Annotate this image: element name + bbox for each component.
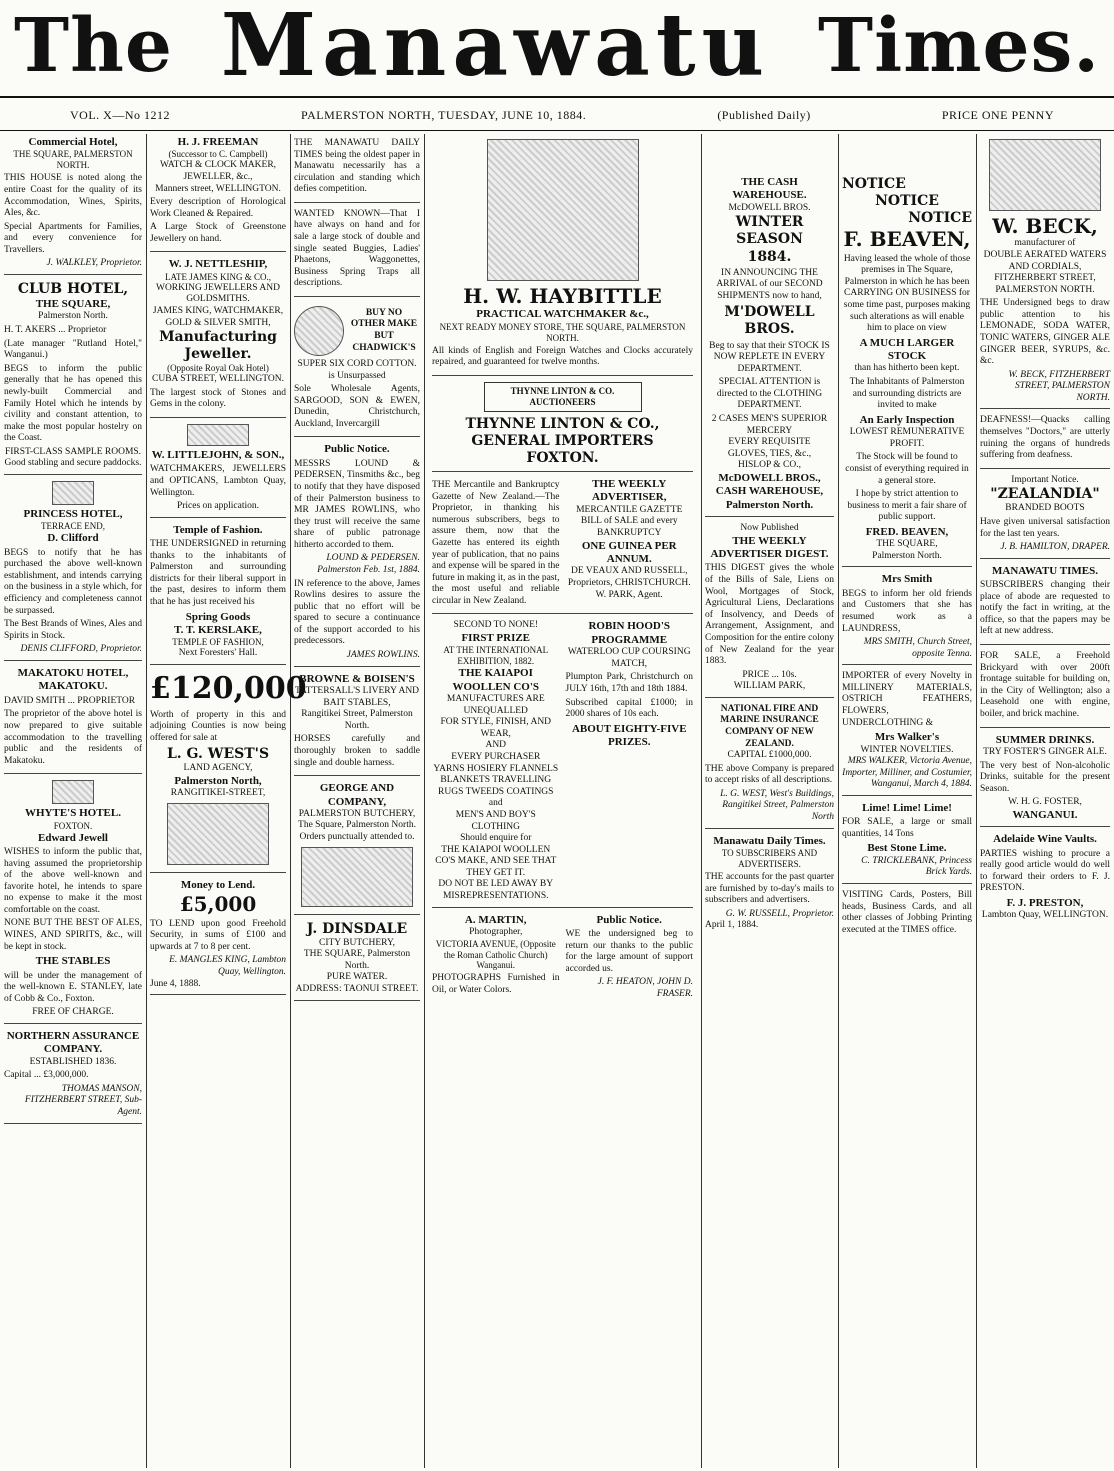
ad-body: The proprietor of the above hotel is now prepared to give suitable accommodation to the travelling public and the residents of Makatoku. <box>4 709 142 766</box>
ad-heading: W. J. NETTLESHIP, <box>168 258 268 271</box>
ad-signature: G. W. RUSSELL, Proprietor. <box>725 908 834 919</box>
masthead-the: The <box>14 3 173 89</box>
bull-illustration <box>167 803 269 865</box>
ad-subheading: BRANDED BOOTS <box>1005 503 1085 514</box>
ad-body: A Large Stock of Greenstone Jewellery on hand. <box>150 222 286 244</box>
ad-subheading: Photographer, <box>469 926 523 937</box>
ad-daily-times-subscribers <box>705 835 834 936</box>
ad-digest <box>705 523 834 698</box>
ad-body: THIS DIGEST gives the whole of the Bills of Sale, Liens on Wool, Mortgages of Stock, Agricultural Liens, Declarations of Insolvency, and Deeds of Arrangement, Assignment, and Composition for the entire colony of New Zealand for the year 1883. <box>705 563 834 667</box>
ad-body: Beg to say that their STOCK IS NOW REPLETE IN EVERY DEPARTMENT. <box>709 340 830 374</box>
ad-place: WANGANUI. <box>1012 808 1078 821</box>
ad-body: THIS HOUSE is noted along the entire Coast for the quality of its Accommodation, Wines, Spirits, Ales, &c. <box>4 173 142 219</box>
ad-whytes-hotel <box>4 780 142 1024</box>
column-7 <box>976 136 1114 1466</box>
ad-heading: BROWNE & BOISEN'S <box>299 672 415 685</box>
ad-heading: L. G. WEST'S <box>166 746 270 763</box>
ad-line: JAMES KING, WATCHMAKER, GOLD & SILVER SMITH, <box>152 305 284 328</box>
ad-line: Orders punctually attended to. <box>299 832 415 843</box>
ad-summer-drinks <box>980 734 1110 828</box>
ad-heading: Manawatu Daily Times. <box>713 834 826 847</box>
ad-subheading: WINTER NOVELTIES. <box>860 744 954 755</box>
ad-list: YARNS HOSIERY FLANNELS BLANKETS TRAVELLING RUGS TWEEDS COATINGS <box>433 763 559 797</box>
column-3 <box>290 136 424 1466</box>
ad-heading: THYNNE LINTON & CO., <box>465 415 660 432</box>
ad-line: Should enquire for <box>460 833 532 844</box>
ad-subheading: LAND AGENCY, <box>183 763 253 774</box>
ad-address: Next Foresters' Hall. <box>178 648 258 659</box>
kaiapoi-column <box>432 620 560 902</box>
ad-address: The Square, Palmerston North. <box>298 820 416 831</box>
column-1 <box>0 136 146 1466</box>
ad-heading: A. MARTIN, <box>464 913 527 926</box>
ad-body: WE the undersigned beg to return our thanks to the public for the large amount of support accorded us. <box>565 928 693 974</box>
ad-line: FOR STYLE, FINISH, AND WEAR, <box>440 717 552 739</box>
ad-body: SPECIAL ATTENTION is directed to the CLOTHING DEPARTMENT. <box>716 377 823 411</box>
ad-zealandia <box>980 475 1110 559</box>
ad-line: Good stabling and secure paddocks. <box>4 458 142 469</box>
ad-club-hotel <box>4 281 142 475</box>
ad-body: WATCHMAKERS, JEWELLERS and OPTICANS, Lambton Quay, Wellington. <box>150 464 286 498</box>
ad-heading: PRINCESS HOTEL, <box>23 507 123 520</box>
ad-heading: Mrs Walker's <box>874 731 940 744</box>
ad-body: will be under the management of the well-known E. STANLEY, late of Cobb & Co., Foxton. <box>4 970 142 1004</box>
ad-body: HORSES carefully and thoroughly broken to saddle single and double harness. <box>294 734 420 768</box>
ad-subheading: PALMERSTON BUTCHERY, <box>298 808 416 819</box>
ad-subheading: Best Stone Lime. <box>867 842 947 855</box>
ad-subheading: CITY BUTCHERY, <box>318 937 395 948</box>
column-6 <box>838 136 976 1466</box>
column-2 <box>146 136 307 1466</box>
ad-body: IN reference to the above, James Rowlins desires to assure the public that no effort will be spared to secure a continuance of the support accorded to his predecessors. <box>294 578 420 647</box>
ad-heading: H. J. FREEMAN <box>177 136 259 148</box>
crest-illustration <box>52 481 94 505</box>
ad-street: RANGITIKEI-STREET, <box>170 788 266 799</box>
notice-column <box>566 914 694 1001</box>
ad-line: GLOVES, TIES, &c., <box>727 448 812 459</box>
auctioneers-banner: THYNNE LINTON & CO. AUCTIONEERS <box>484 382 642 412</box>
ad-subheading: THE SQUARE, <box>35 298 111 311</box>
ad-heading: "ZEALANDIA" <box>990 486 1100 503</box>
ad-proprietor: DAVID SMITH ... PROPRIETOR <box>4 695 136 706</box>
ad-subheading: An Early Inspection <box>859 413 955 426</box>
martin-column <box>432 914 560 1001</box>
ad-national-fire <box>705 704 834 829</box>
ad-signature: C. TRICKLEBANK, Princess Brick Yards. <box>861 855 972 878</box>
ad-princess-hotel <box>4 481 142 661</box>
ad-line: HISLOP & CO., <box>738 460 801 471</box>
ad-body: Have given universal satisfaction for the last ten years. <box>980 517 1110 539</box>
ad-signature: MRS WALKER, Victoria Avenue, Importer, Milliner, and Costumier, Wanganui, March 4, 1884. <box>842 756 972 790</box>
ad-body: BEGS to notify that he has purchased the above well-known establishment, and intends carrying on the business in a style which, for efficiency and completeness cannot be surpassed. <box>4 547 142 616</box>
ad-brickyard <box>980 651 1110 727</box>
ad-body: WISHES to inform the public that, having assumed the proprietorship of the above well-known and favorite hotel, he intends to spare no expense to make it the most comfortable on the coast. <box>4 847 142 915</box>
ad-line: ESTABLISHED 1836. <box>29 1056 117 1067</box>
weekly-column <box>566 478 694 609</box>
ad-line: FREE OF CHARGE. <box>32 1007 114 1018</box>
place-date: PALMERSTON NORTH, TUESDAY, JUNE 10, 1884. <box>301 108 587 122</box>
ad-subheading: (Successor to C. Campbell) <box>168 149 268 160</box>
ad-date: April 1, 1884. <box>705 920 759 931</box>
ad-note: (Late manager "Rutland Hotel," Wanganui.) <box>4 338 142 361</box>
ad-address: Lambton Quay, WELLINGTON. <box>981 910 1109 921</box>
ad-heading: H. W. HAYBITTLE <box>463 284 662 308</box>
ad-kaiapoi-robin <box>432 620 693 907</box>
ad-subheading: Spring Goods <box>185 610 251 623</box>
ox-illustration <box>301 847 413 907</box>
ad-signature: THOMAS MANSON, FITZHERBERT STREET, Sub-Agent. <box>24 1083 142 1118</box>
ad-heading: THE CASH WAREHOUSE. <box>732 176 807 202</box>
ad-body: The Best Brands of Wines, Ales and Spirits in Stock. <box>4 619 142 641</box>
ad-body: Having leased the whole of those premises in The Square, Palmerston in which he has been CARRYING ON BUSINESS for some time past, purposes making such alterations as will enable him to place on view <box>843 253 971 334</box>
ad-cash-warehouse <box>705 176 834 517</box>
ad-body: Every description of Horological Work Cleaned & Repaired. <box>150 197 286 219</box>
ad-heading: NORTHERN ASSURANCE COMPANY. <box>6 1029 140 1056</box>
ad-body: TO LEND upon good Freehold Security, in sums of £100 and upwards at 7 to 8 per cent. <box>150 918 286 952</box>
ad-body: FOR SALE, a large or small quantities, 14 Tons <box>842 817 972 839</box>
chadwick-seal-illustration <box>294 306 344 356</box>
ad-line: Prices on application. <box>176 501 260 512</box>
ad-address: CUBA STREET, WELLINGTON. <box>152 374 284 385</box>
ad-body: MESSRS LOUND & PEDERSEN, Tinsmiths &c., beg to notify that they have disposed of their Palmerston business to MR JAMES ROWLINS, who they trust will receive the same share of public patronage hitherto accorded to them. <box>294 458 420 550</box>
ad-subheading: MANUFACTURES ARE UNEQUALLED <box>446 694 545 716</box>
ad-body: PHOTOGRAPHS Furnished in Oil, or Water Colors. <box>432 973 560 996</box>
ad-address: THE SQUARE, Palmerston North. <box>303 949 411 971</box>
ad-mrs-smith <box>842 573 972 665</box>
ad-price: PRICE ... 10s. <box>742 669 797 680</box>
ad-place: Palmerston North, <box>174 774 262 787</box>
ad-heading: Adelaide Wine Vaults. <box>993 833 1097 846</box>
ad-littlejohn <box>150 424 286 518</box>
ad-mrs-walker <box>842 671 972 796</box>
ad-browne-boisen <box>294 673 420 776</box>
ad-big-amount: £5,000 <box>179 892 257 917</box>
ad-subheading: ABOUT EIGHTY-FIVE PRIZES. <box>571 722 687 749</box>
ad-heading: W. LITTLEJOHN, & SON., <box>151 448 285 461</box>
ad-west-land-agency <box>150 670 307 873</box>
ad-line: 2 CASES MEN'S SUPERIOR MERCERY <box>711 413 828 436</box>
ad-body: Plumpton Park, Christchurch on JULY 16th, 17th and 18th 1884. <box>565 672 693 694</box>
ad-capital: Capital ... £3,000,000. <box>4 1070 89 1081</box>
ad-price: ONE GUINEA PER ANNUM. <box>581 539 677 566</box>
ad-signature: E. MANGLES KING, Lambton Quay, Wellington. <box>169 955 286 977</box>
ad-dinsdale <box>294 921 420 1001</box>
ad-subheading: THE SQUARE, PALMERSTON NORTH. <box>13 149 133 171</box>
ad-body: THE Undersigned begs to draw public attention to his LEMONADE, SODA WATER, TONIC WATERS, GINGER ALE GINGER BEER, SYRUPS, &c. &c. <box>980 298 1110 367</box>
ad-adelaide-wine <box>980 833 1110 926</box>
column-5 <box>701 136 838 1466</box>
ad-subheading: LATE JAMES KING & CO., <box>164 271 271 282</box>
ad-address: THE SQUARE, <box>876 539 938 550</box>
ad-heading: Public Notice. <box>324 443 390 456</box>
ad-body: THE Mercantile and Bankruptcy Gazette of New Zealand.—The Proprietor, in thanking his numerous subscribers, begs to assure them, now that the Gazette has entered its eighth year of publication, that no pains and expense will be spared in the future in making it, as in the past, the most useful and reliable circular in New Zealand. <box>432 480 560 606</box>
ad-beck <box>980 139 1110 409</box>
ad-heading: Money to Lend. <box>180 878 256 891</box>
ad-signature: FRED. BEAVEN, <box>865 525 949 538</box>
ad-body: NONE BUT THE BEST OF ALES, WINES, AND SPIRITS, &c., will be kept in stock. <box>4 918 142 952</box>
ad-money-to-lend <box>150 879 286 995</box>
ad-heading: NOTICE <box>842 176 906 192</box>
ad-line: LOWEST REMUNERATIVE PROFIT. <box>849 427 965 449</box>
ad-martin-notice <box>432 914 693 1005</box>
ad-subheading: FOXTON. <box>53 820 93 831</box>
ad-place: FOXTON. <box>526 449 599 466</box>
ad-body: THE MANAWATU DAILY TIMES being the oldest paper in Manawatu necessarily has a circulation and standing which defies competition. <box>294 138 420 195</box>
ad-heading: Now Published <box>740 523 799 534</box>
ad-gazette-weekly <box>432 478 693 614</box>
ad-signature: D. Clifford <box>47 532 99 545</box>
ad-signature: DE VEAUX AND RUSSELL, Proprietors, CHRISTCHURCH. <box>567 566 691 588</box>
masthead-manawatu: Manawatu <box>220 0 771 96</box>
ad-line: SECOND TO NONE! <box>453 620 539 631</box>
column-4 <box>424 136 701 1466</box>
ad-subheading: WATERLOO CUP COURSING MATCH, <box>567 647 691 669</box>
ad-proprietor: DENIS CLIFFORD, Proprietor. <box>20 644 142 655</box>
ad-proprietor: H. T. AKERS ... Proprietor <box>4 325 107 336</box>
ad-body: THE above Company is prepared to accept risks of all descriptions. <box>705 763 834 786</box>
ad-signature: LOUND & PEDERSEN. Palmerston Feb. 1st, 1884. <box>317 553 420 576</box>
ad-year: 1884. <box>747 248 792 265</box>
ad-line: THE KAIAPOI WOOLLEN CO'S MAKE, AND SEE THAT THEY GET IT. <box>435 844 557 878</box>
ad-temple-of-fashion <box>150 524 286 665</box>
ad-body: IN ANNOUNCING THE ARRIVAL of our SECOND SHIPMENTS now to hand, <box>716 267 823 301</box>
ad-signature: Edward Jewell <box>38 831 108 844</box>
price: PRICE ONE PENNY <box>941 108 1054 122</box>
ad-heading: F. BEAVEN, <box>843 227 971 252</box>
ad-wanted-known <box>294 209 420 297</box>
ad-body: Subscribed capital £1000; in 2000 shares of 10s each. <box>565 697 693 720</box>
ad-body: DEAFNESS!—Quacks calling themselves "Doctors," are utterly ruining the organs of hundreds suffering from deafness. <box>980 415 1110 461</box>
ad-subheading: TERRACE END, <box>41 521 105 532</box>
machinery-illustration <box>989 139 1101 211</box>
ad-agent: WILLIAM PARK, <box>733 681 806 692</box>
ad-george-company <box>294 782 420 915</box>
ad-body: SUBSCRIBERS changing their place of abode are requested to notify the fact in writing, at the office, so that the papers may be left at new address. <box>980 580 1110 637</box>
ad-heading: MANAWATU TIMES. <box>992 564 1098 577</box>
ad-place: Palmerston North. <box>872 550 942 561</box>
ad-subheading: MERCANTILE GAZETTE <box>576 504 683 515</box>
ad-subheading: McDOWELL BROS. <box>728 202 811 213</box>
ad-address: NEXT READY MONEY STORE, THE SQUARE, PALMERSTON NORTH. <box>439 321 686 343</box>
ad-heading: THE WEEKLY ADVERTISER, <box>592 478 667 504</box>
ad-makatoku-hotel <box>4 667 142 774</box>
ad-subheading: TEMPLE OF FASHION, <box>172 637 264 648</box>
ad-haybittle <box>432 139 693 376</box>
ad-subheading: THE STABLES <box>35 955 111 968</box>
ad-signature: F. J. PRESTON, <box>1006 896 1084 909</box>
ad-heading: NOTICE <box>908 210 972 227</box>
ad-heading: NOTICE <box>875 193 939 210</box>
ad-subheading: A MUCH LARGER STOCK <box>859 336 955 363</box>
ad-big-amount: £120,000 <box>150 670 307 706</box>
ad-manawatu-times <box>980 565 1110 645</box>
ad-address: Rangitikei Street, Palmerston North. <box>301 709 413 731</box>
published-daily: (Published Daily) <box>717 108 811 122</box>
ad-commercial-hotel <box>4 136 142 275</box>
ad-body: BEGS to inform the public generally that he has opened this newly-built Commercial and Family Hotel which he intends by civility and constant attention, to make the most popular hostelry on the Coast. <box>4 363 142 444</box>
ad-northern-assurance <box>4 1030 142 1124</box>
ad-signature: J. WALKLEY, Proprietor. <box>46 258 142 269</box>
ad-signature: McDOWELL BROS., CASH WAREHOUSE, Palmerston North. <box>715 471 824 511</box>
ad-subheading: (Opposite Royal Oak Hotel) <box>167 363 269 374</box>
ad-line: FIRST-CLASS SAMPLE ROOMS. <box>4 446 142 457</box>
ad-line: EVERY REQUISITE <box>728 437 811 448</box>
ad-heading: Public Notice. <box>596 913 662 926</box>
ad-heading: NATIONAL FIRE AND MARINE INSURANCE COMPANY OF NEW ZEALAND. <box>720 703 819 749</box>
ad-daily-times <box>294 138 420 203</box>
ad-heading: Important Notice. <box>1011 474 1079 485</box>
crest-illustration <box>52 780 94 804</box>
ad-body: The Inhabitants of Palmerston and surrounding districts are invited to make <box>849 377 965 411</box>
ad-body: THE UNDERSIGNED in returning thanks to the inhabitants of Palmerston and surrounding districts for their liberal support in the past, desires to inform them that he has just received his <box>150 539 286 607</box>
ad-line: is Unsurpassed <box>328 370 386 381</box>
ad-signature: J. F. HEATON, JOHN D. FRASER. <box>597 977 693 999</box>
ad-subheading: GENERAL IMPORTERS <box>471 432 654 449</box>
ad-subheading: THE WEEKLY ADVERTISER DIGEST. <box>710 534 829 561</box>
gazette-column <box>432 478 560 609</box>
ad-line: BILL of SALE and every BANKRUPTCY <box>580 516 678 539</box>
ad-trade: DOUBLE AERATED WATERS AND CORDIALS, <box>983 249 1107 272</box>
ad-line: PURE WATER. <box>326 972 388 983</box>
ad-body: Special Apartments for Families, and every convenience for Travellers. <box>4 221 142 255</box>
ad-place: Palmerston North. <box>38 311 108 322</box>
ad-deafness <box>980 415 1110 468</box>
ad-signature: J. B. HAMILTON, DRAPER. <box>1000 542 1110 553</box>
ad-heading: Commercial Hotel, <box>28 136 118 148</box>
ad-subheading: SUPER SIX CORD COTTON. <box>297 358 417 369</box>
ad-beaven <box>842 176 972 567</box>
ad-body: IMPORTER of every Novelty in MILLINERY MATERIALS, OSTRICH FEATHERS, FLOWERS, UNDERCLOTHING & <box>842 671 972 728</box>
ad-line: than has hitherto been kept. <box>854 363 960 374</box>
dateline <box>0 108 1114 126</box>
masthead <box>0 0 1114 96</box>
ad-address: FITZHERBERT STREET, PALMERSTON NORTH. <box>994 273 1096 295</box>
ad-line: EVERY PURCHASER <box>451 752 541 763</box>
ad-body: VISITING Cards, Posters, Bill heads, Business Cards, and all other classes of Jobbing Printing executed at the TIMES office. <box>842 890 972 935</box>
ad-signature: T. T. KERSLAKE, <box>174 623 262 636</box>
ad-address: Manners street, WELLINGTON. <box>155 183 281 194</box>
ad-heading: BUY NO OTHER MAKE BUT CHADWICK'S <box>350 307 418 353</box>
ad-lime <box>842 802 972 884</box>
ad-subheading: TRY FOSTER'S GINGER ALE. <box>983 746 1107 757</box>
ad-heading: GEORGE AND COMPANY, <box>319 782 395 808</box>
ad-freeman <box>150 136 286 252</box>
ad-address: ADDRESS: TAONUI STREET. <box>295 984 419 995</box>
volume-number: VOL. X—No 1212 <box>70 108 170 122</box>
ad-line: and <box>488 798 503 809</box>
ad-signature: L. G. WEST, West's Buildings, Rangitikei Street, Palmerston North <box>720 788 834 823</box>
ad-body: THE accounts for the past quarter are furnished by to-day's mails to subscribers and advertisers. <box>705 871 834 906</box>
ad-signature: JAMES ROWLINS. <box>346 650 420 661</box>
ad-agent: W. PARK, Agent. <box>595 589 663 600</box>
ad-trade: WATCH & CLOCK MAKER, JEWELLER, &c., <box>159 160 277 182</box>
ad-heading: CLUB HOTEL, <box>17 280 129 297</box>
ad-subheading: manufacturer of <box>1014 238 1076 249</box>
ad-thynne-linton <box>432 382 693 472</box>
ad-heading: M'DOWELL BROS. <box>724 304 815 338</box>
royal-arms-illustration <box>187 424 249 446</box>
robin-column <box>566 620 694 902</box>
ad-chadwick <box>294 303 420 437</box>
ad-body: The Stock will be found to consist of everything required in a general store. <box>845 452 969 486</box>
ad-body: PARTIES wishing to procure a really good article would do well to forward their orders to F. J. PRESTON. <box>980 848 1110 894</box>
ad-subheading: TO SUBSCRIBERS AND ADVERTISERS. <box>721 848 818 869</box>
ad-line: DO NOT BE LED AWAY BY MISREPRESENTATIONS. <box>438 879 554 901</box>
ad-address: VICTORIA AVENUE, (Opposite the Roman Catholic Church) Wanganui. <box>435 938 556 971</box>
ad-body: Worth of property in this and adjoining Counties is now being offered for sale at <box>150 709 286 743</box>
ad-signature: MRS SMITH, Church Street, opposite Tenna. <box>863 637 972 659</box>
ad-body: The very best of Non-alcoholic Drinks, suitable for the present Season. <box>980 760 1110 794</box>
ad-signature: W. H. G. FOSTER, <box>1008 797 1082 808</box>
ad-visiting-cards <box>842 890 972 942</box>
ad-heading: ROBIN HOOD'S PROGRAMME <box>588 620 671 646</box>
ad-public-notice <box>294 443 420 666</box>
ad-subheading: AT THE INTERNATIONAL EXHIBITION, 1882. <box>443 645 549 667</box>
ad-subheading: PRACTICAL WATCHMAKER &c., <box>476 308 649 321</box>
ad-heading: FIRST PRIZE <box>461 632 531 644</box>
ad-body: I hope by strict attention to business to merit a fair share of public support. <box>847 489 967 523</box>
ad-trade: WORKING JEWELLERS AND GOLDSMITHS. <box>155 282 280 305</box>
ad-subheading: TATTERSALL'S LIVERY AND BAIT STABLES, <box>294 686 420 708</box>
ad-heading: WHYTE'S HOTEL. <box>25 807 121 820</box>
masthead-times: Times. <box>818 3 1100 89</box>
ad-capital: CAPITAL £1000,000. <box>727 750 812 761</box>
masthead-rule <box>0 96 1114 98</box>
ad-body: WANTED KNOWN—That I have always on hand and for sale a large stock of double and single seated Buggies, Ladies' Phaetons, Waggonettes, Business Spring Traps all descriptions. <box>294 208 420 289</box>
ad-nettleship <box>150 258 286 418</box>
ad-body: All kinds of English and Foreign Watches and Clocks accurately repaired, and guaranteed for twelve months. <box>432 345 693 368</box>
ad-heading: J. DINSDALE <box>306 920 408 937</box>
ad-heading: THE KAIAPOI WOOLLEN CO'S <box>452 667 539 693</box>
ad-heading: SUMMER DRINKS. <box>995 733 1095 746</box>
ad-heading: Temple of Fashion. <box>173 523 263 536</box>
ad-body: The largest stock of Stones and Gems in the colony. <box>150 387 286 410</box>
ad-heading: Mrs Smith <box>881 573 933 586</box>
ad-body: FOR SALE, a Freehold Brickyard with over 200ft frontage suitable for building on, in the City of Wellington; also a Leasehold one with engine, boiler, and brick machine. <box>980 651 1110 719</box>
ad-line: AND <box>485 740 507 751</box>
dateline-rule <box>0 130 1114 131</box>
ad-line: MEN'S AND BOY'S CLOTHING <box>455 809 536 832</box>
ad-heading: Lime! Lime! Lime! <box>862 801 952 814</box>
ad-body: BEGS to inform her old friends and Customers that she has resumed work as a LAUNDRESS, <box>842 588 972 634</box>
ad-signature: W. BECK, FITZHERBERT STREET, PALMERSTON NORTH. <box>1008 369 1110 403</box>
ad-body: Sole Wholesale Agents, SARGOOD, SON & EWEN, Dunedin, Christchurch, Auckland, Invercargill <box>294 384 420 429</box>
ad-heading: WINTER SEASON <box>735 214 804 248</box>
ad-heading: Manufacturing Jeweller. <box>159 329 277 363</box>
ad-date: June 4, 1888. <box>150 978 201 989</box>
ad-heading: MAKATOKU HOTEL, MAKATOKU. <box>17 666 129 693</box>
clock-illustration <box>487 139 639 281</box>
ad-heading: W. BECK, <box>992 214 1098 238</box>
